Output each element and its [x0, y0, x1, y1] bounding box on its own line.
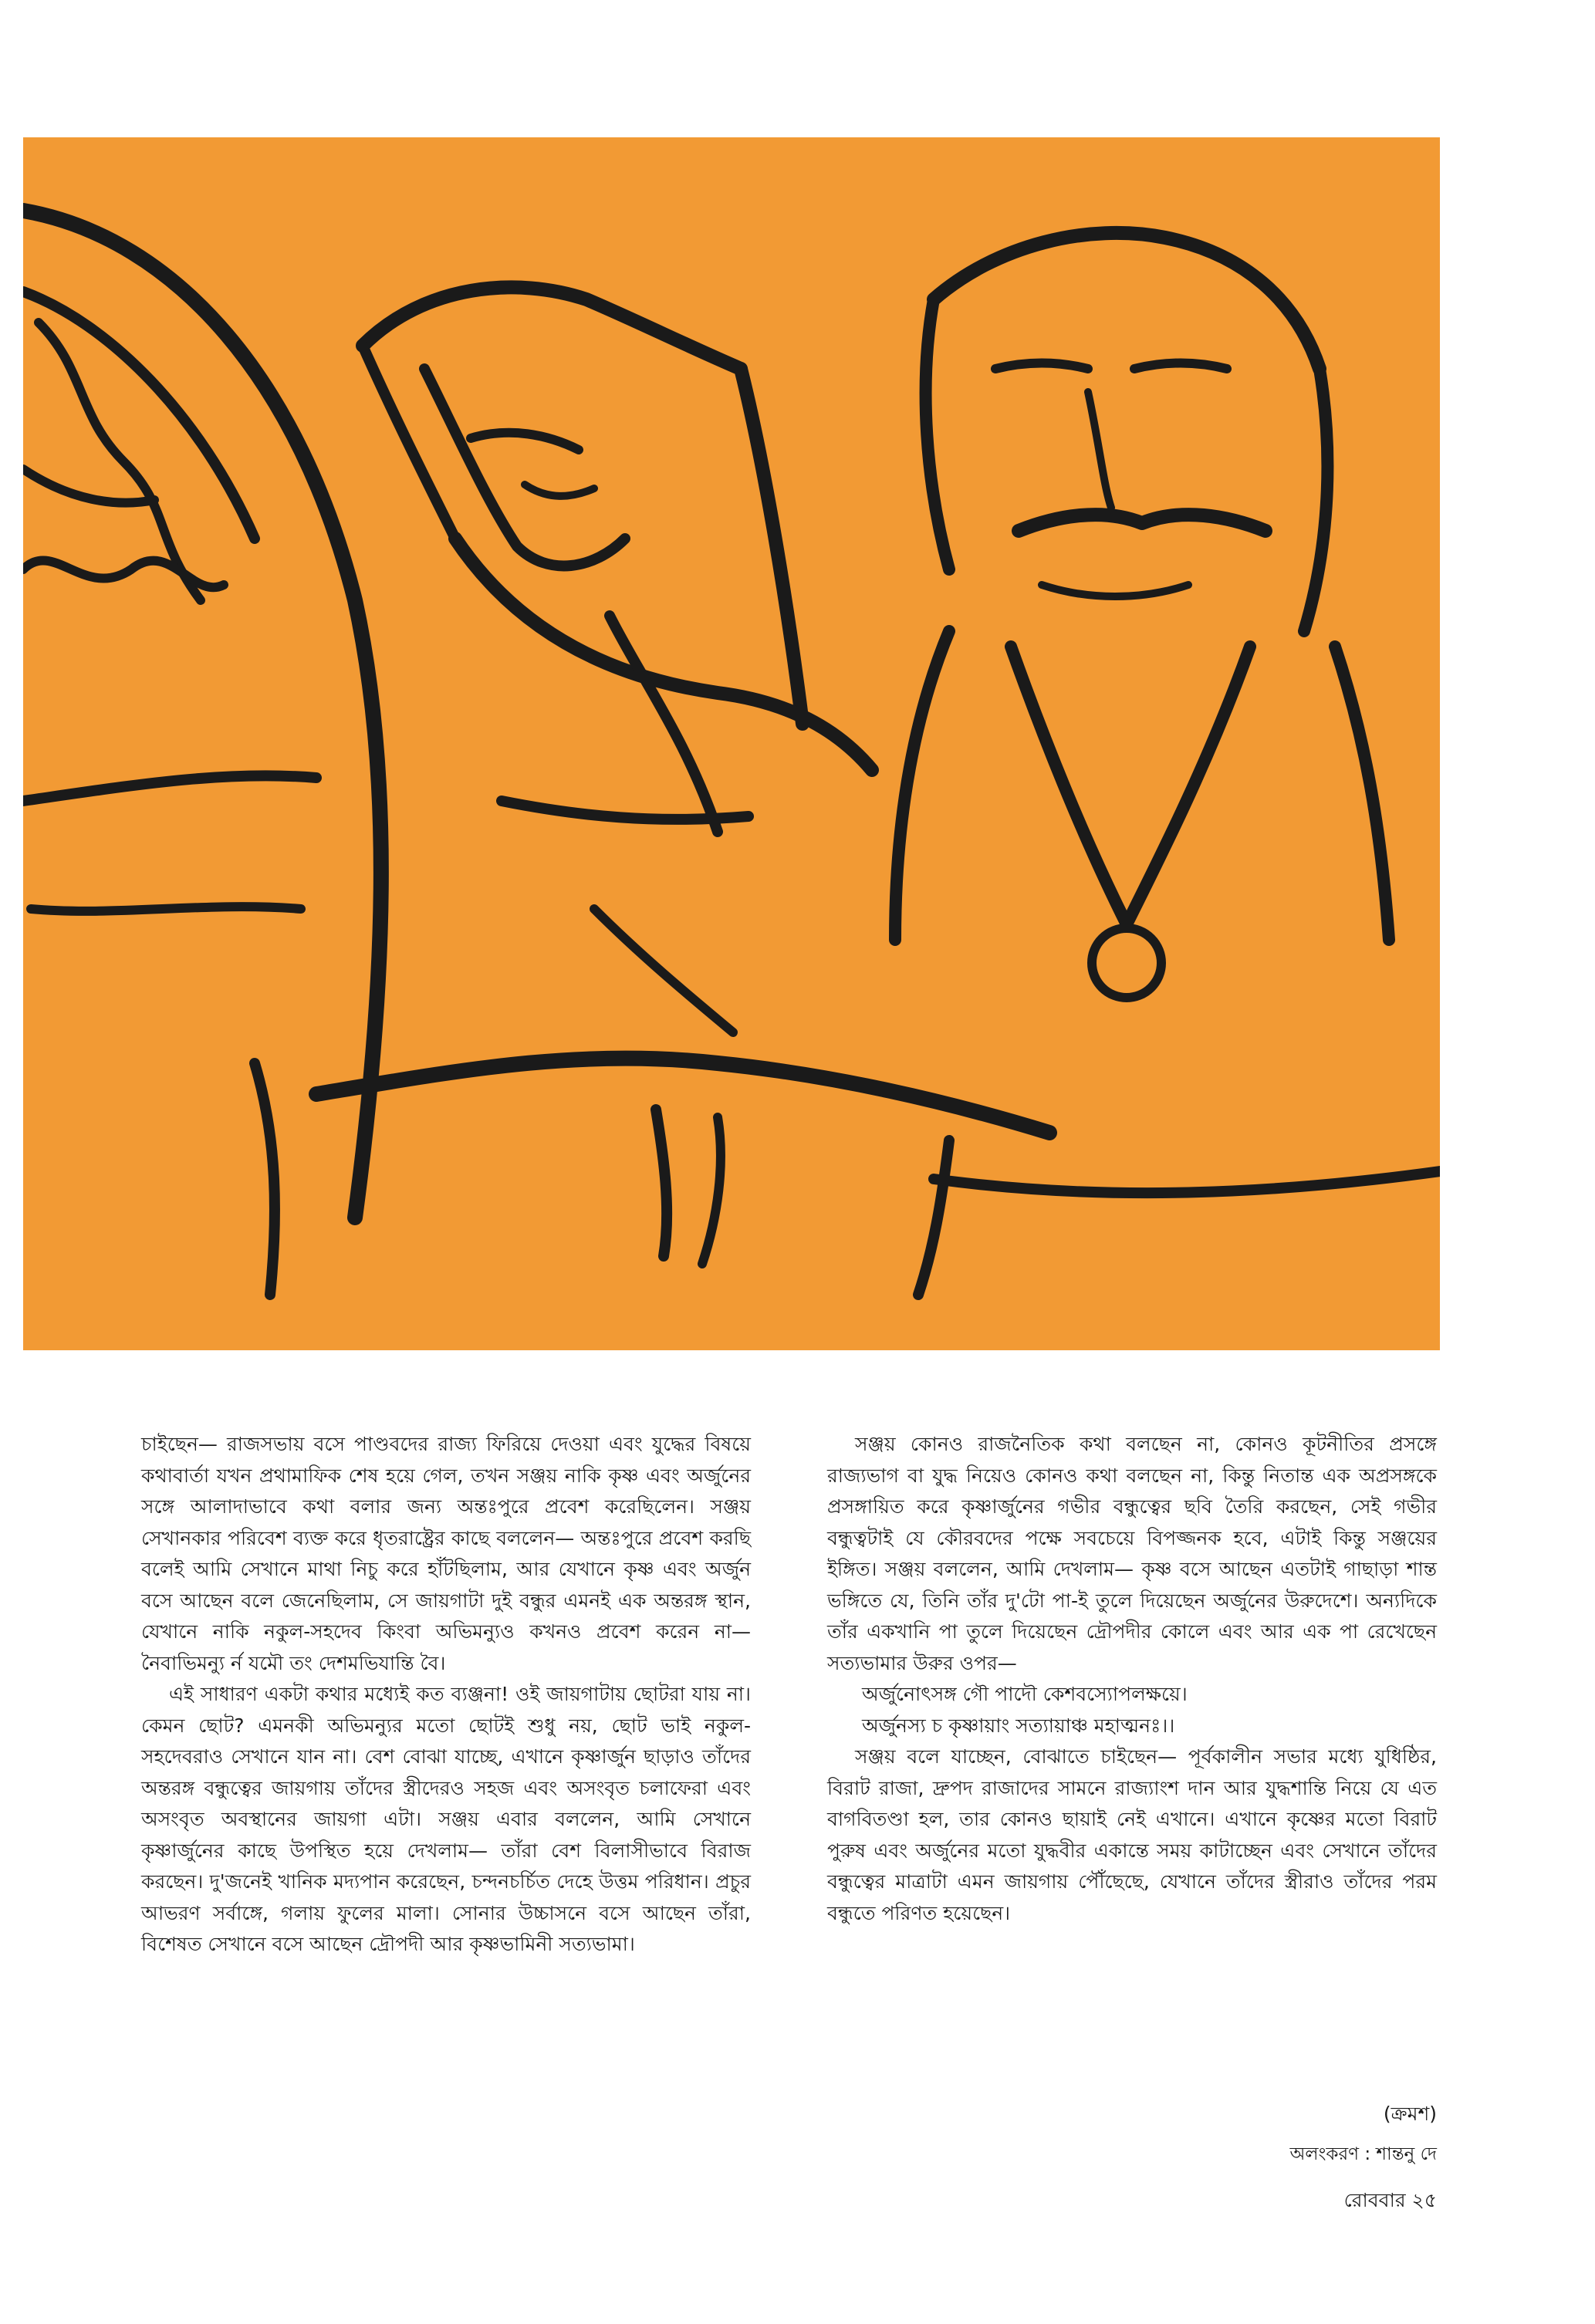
sanskrit-verse-line: অর্জুনোৎসঙ্গ গৌ পাদৌ কেশবস্যোপলক্ষয়ে। [862, 1683, 1188, 1705]
sanskrit-verse-line: অর্জুনস্য চ কৃষ্ণায়াং সত্যায়াঞ্চ মহাত্মনঃ।। [862, 1714, 1175, 1737]
to-be-continued: (ক্রমশ) [1383, 2103, 1437, 2125]
paragraph: এই সাধারণ একটা কথার মধ্যেই কত ব্যঞ্জনা! ওই জায়গাটায় ছোটরা যায় না। কেমন ছোট? এমনকী অভিমন্যুর মতো ছোটই শুধু নয়, ছোট ভাই নকুল-সহদেবরাও সেখানে যান না। বেশ বোঝা যাচ্ছে, এখানে কৃষ্ণার্জুন ছাড়াও তাঁদের অন্তরঙ্গ বন্ধুত্বের জায়গায় তাঁদের স্ত্রীদেরও সহজ এবং অসংবৃত চলাফেরা এবং অসংবৃত অবস্থানের জায়গা এটা। সঞ্জয় এবার বললেন, আমি সেখানে কৃষ্ণার্জুনের কাছে উপস্থিত হয়ে দেখলাম— তাঁরা বেশ বিলাসীভাবে বিরাজ করছেন। দু'জনেই খানিক মদ্যপান করেছেন, চন্দনচর্চিত দেহে উত্তম পরিধান। প্রচুর আভরণ সর্বাঙ্গে, গলায় ফুলের মালা। সোনার উচ্চাসনে বসে আছেন তাঁরা, বিশেষত সেখানে বসে আছেন দ্রৌপদী আর কৃষ্ণভামিনী সত্যভামা। [141, 1683, 751, 1955]
ink-illustration-krishna-arjuna [23, 137, 1440, 1350]
page-folio: রোববার ২৫ [1343, 2189, 1437, 2211]
illustration-credit: অলংকরণ : শান্তনু দে [1289, 2144, 1437, 2164]
paragraph: চাইছেন— রাজসভায় বসে পাণ্ডবদের রাজ্য ফিরিয়ে দেওয়া এবং যুদ্ধের বিষয়ে কথাবার্তা যখন প্রথামাফিক শেষ হয়ে গেল, তখন সঞ্জয় নাকি কৃষ্ণ এবং অর্জুনের সঙ্গে আলাদাভাবে কথা বলার জন্য অন্তঃপুরে প্রবেশ করেছিলেন। সঞ্জয় সেখানকার পরিবেশ ব্যক্ত করে ধৃতরাষ্ট্রের কাছে বললেন— অন্তঃপুরে প্রবেশ করছি বলেই আমি সেখানে মাথা নিচু করে হাঁটছিলাম, আর যেখানে কৃষ্ণ এবং অর্জুন বসে আছেন বলে জেনেছিলাম, সে জায়গাটা দুই বন্ধুর এমনই এক অন্তরঙ্গ স্থান, যেখানে নাকি নকুল-সহদেব কিংবা অভিমন্যুও কখনও প্রবেশ করেন না— নৈবাভিমন্যু র্ন যমৌ তং দেশমভিযান্তি বৈ। [141, 1433, 751, 1674]
illustration [23, 137, 1440, 1350]
paragraph: সঞ্জয় বলে যাচ্ছেন, বোঝাতে চাইছেন— পূর্বকালীন সভার মধ্যে যুধিষ্ঠির, বিরাট রাজা, দ্রুপদ রাজাদের সামনে রাজ্যাংশ দান আর যুদ্ধশান্তি নিয়ে যে এত বাগবিতণ্ডা হল, তার কোনও ছায়াই নেই এখানে। এখানে কৃষ্ণের মতো বিরাট পুরুষ এবং অর্জুনের মতো যুদ্ধবীর একান্তে সময় কাটাচ্ছেন এবং সেখানে তাঁদের বন্ধুত্বের মাত্রাটা এমন জায়গায় পৌঁছেছে, যেখানে তাঁদের স্ত্রীরাও তাঁদের পরম বন্ধুতে পরিণত হয়েছেন। [827, 1745, 1437, 1924]
paragraph: সঞ্জয় কোনও রাজনৈতিক কথা বলছেন না, কোনও কূটনীতির প্রসঙ্গে রাজ্যভাগ বা যুদ্ধ নিয়েও কোনও কথা বলছেন না, কিন্তু নিতান্ত এক অপ্রসঙ্গকে প্রসঙ্গায়িত করে কৃষ্ণার্জুনের গভীর বন্ধুত্বের ছবি তৈরি করছেন, সেই গভীর বন্ধুত্বটাই যে কৌরবদের পক্ষে সবচেয়ে বিপজ্জনক হবে, এটাই কিন্তু সঞ্জয়ের ইঙ্গিত। সঞ্জয় বললেন, আমি দেখলাম— কৃষ্ণ বসে আছেন এতটাই গাছাড়া শান্ত ভঙ্গিতে যে, তিনি তাঁর দু'টো পা-ই তুলে দিয়েছেন অর্জুনের উরুদেশে। অন্যদিকে তাঁর একখানি পা তুলে দিয়েছেন দ্রৌপদীর কোলে এবং আর এক পা রেখেছেন সত্যভামার উরুর ওপর— [827, 1433, 1437, 1674]
article-column-left [141, 1429, 751, 1961]
article-column-right [827, 1429, 1437, 1929]
